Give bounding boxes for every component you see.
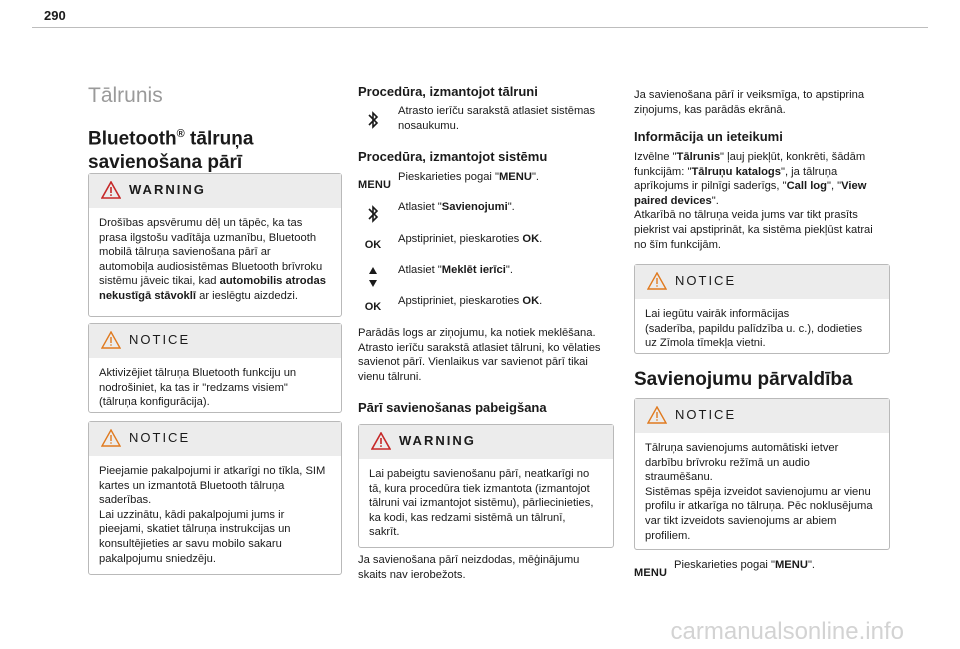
notice-box-profiles — [634, 398, 890, 550]
step-text-bold: OK — [522, 295, 540, 307]
step-text-post: . — [539, 295, 543, 307]
info-text: ", ja tālruņa aprīkojums ir pilnīgi saderīgs, " — [634, 165, 838, 193]
ok-icon: OK — [364, 301, 382, 313]
notice-box-services — [88, 421, 342, 575]
step-text — [398, 232, 542, 247]
step-connections — [358, 200, 618, 226]
warning-triangle-icon — [101, 181, 121, 199]
step-text-pre: Pieskarieties pogai " — [674, 559, 775, 571]
step-text — [398, 170, 539, 185]
step-text-bold: Savienojumi — [441, 201, 508, 213]
step-text-bold: OK — [522, 233, 540, 245]
notice-box-header — [635, 399, 889, 433]
notice-triangle-icon — [101, 429, 121, 447]
notice-body: Aktivizējiet tālruņa Bluetooth funkciju un nodrošiniet, ka tas ir "redzams visiem" (tālruņa konfigurācija). — [99, 367, 297, 409]
notice-body: Pieejamie pakalpojumi ir atkarīgi no tīkla, SIM kartes un izmantotā Bluetooth tālruņa saderības. Lai uzzinātu, kādi pakalpojumi jums ir pieejami, skatiet tālruņa instrukcijas un konsultējieties ar savu mobilo sakaru pakalpojumu sniedzēju. — [99, 465, 326, 565]
menu-icon: MENU — [634, 567, 668, 579]
bluetooth-icon — [358, 110, 388, 133]
warning-box-header — [89, 174, 341, 208]
warning-triangle-icon — [371, 432, 391, 450]
step-text-post: ". — [807, 559, 816, 571]
info-bold-paired-devices: View paired devices — [634, 180, 867, 207]
warning-box-codes — [358, 424, 614, 548]
menu-icon: MENU — [358, 179, 392, 191]
warning-body — [89, 208, 341, 304]
warning-text: Drošības apsvērumu dēļ un tāpēc, ka tas prasa ilgstošu vadītāja uzmanību, Bluetooth mobilā tālruņa savienošana pārī ar automobiļa audiosistēmas Bluetooth brīvroku sistēmu jāveic tikai, kad — [99, 217, 323, 288]
step-confirm-ok-1 — [358, 232, 618, 254]
notice-triangle-icon — [647, 272, 667, 290]
step-text-bold: MENU — [498, 171, 532, 183]
step-text-pre: Apstipriniet, pieskaroties — [398, 295, 523, 307]
step-text-bold: Meklēt ierīci — [441, 264, 506, 276]
info-text: " ļauj piekļūt, konkrēti, šādām funkcijām: " — [634, 151, 866, 178]
registered-mark: ® — [176, 128, 185, 140]
warning-title: WARNING — [399, 433, 476, 448]
ok-icon: OK — [364, 239, 382, 251]
info-text: ". Atkarībā no tālruņa veida jums var tikt prasīts piekrist vai apstiprināt, ka sistēma piekļūst katrai no šīm funkcijām. — [634, 194, 873, 251]
heading-line1: Bluetooth — [88, 128, 177, 150]
step-text — [398, 263, 513, 278]
success-paragraph: Ja savienošana pārī ir veiksmīga, to apstiprina ziņojums, kas parādās ekrānā. — [634, 89, 865, 116]
step-search-device — [358, 263, 618, 291]
heading-info-tips: Informācija un ieteikumi — [634, 129, 783, 144]
warning-box-header — [359, 425, 613, 459]
info-bold-call-log: Call log — [786, 180, 827, 193]
section-title: Tālrunis — [88, 84, 163, 107]
heading-connection-management: Savienojumu pārvaldība — [634, 369, 853, 390]
notice-box-header — [635, 265, 889, 299]
step-text-post: . — [539, 233, 543, 245]
step-confirm-ok-2 — [358, 294, 618, 316]
notice-box-header — [89, 324, 341, 358]
step-text-post: ". — [531, 171, 540, 183]
step-text-pre: Apstipriniet, pieskaroties — [398, 233, 523, 245]
search-paragraph: Parādās logs ar ziņojumu, ka notiek meklēšana. Atrasto ierīču sarakstā atlasiet tālruni, ko vēlaties savienot pārī. Vienlaikus var savienot pārī tikai vienu tālruni. — [358, 327, 601, 383]
step-text-post: ". — [507, 201, 515, 213]
notice-triangle-icon — [101, 331, 121, 349]
notice-title: NOTICE — [129, 430, 191, 445]
warning-text-end: ar ieslēgtu aizdedzi. — [196, 289, 298, 302]
step-text — [398, 294, 542, 309]
step-menu — [358, 170, 618, 190]
footer-watermark: carmanualsonline.info — [670, 618, 904, 645]
heading-finish-pairing: Pārī savienošanas pabeigšana — [358, 400, 547, 415]
info-bold-phone: Tālrunis — [676, 151, 721, 163]
warning-title: WARNING — [129, 182, 206, 197]
up-down-arrows-icon — [358, 265, 388, 292]
heading-bluetooth-pairing — [88, 122, 253, 175]
info-text: ", " — [826, 180, 842, 193]
warning-bold-text: automobilis atrodas nekustīgā stāvoklī — [99, 275, 326, 302]
top-divider — [32, 27, 928, 28]
notice-title: NOTICE — [129, 332, 191, 347]
page-number: 290 — [44, 8, 66, 23]
retry-paragraph: Ja savienošana pārī neizdodas, mēģinājumu skaits nav ierobežots. — [358, 554, 580, 581]
info-paragraph — [634, 150, 914, 252]
step-text-pre: Atlasiet " — [398, 264, 442, 276]
heading-line1b: tālruņa — [184, 128, 254, 150]
step-text-pre: Atlasiet " — [398, 201, 442, 213]
warning-box-safety — [88, 173, 342, 317]
step-phone-select — [358, 104, 618, 136]
notice-title: NOTICE — [675, 407, 737, 422]
notice-title: NOTICE — [675, 273, 737, 288]
step-text-bold: MENU — [774, 559, 808, 571]
heading-line2: savienošana pārī — [88, 152, 243, 174]
bluetooth-icon — [358, 204, 388, 227]
step-text — [398, 200, 515, 215]
info-bold-contacts: Tālruņu katalogs — [691, 165, 781, 178]
notice-box-visibility — [88, 323, 342, 413]
step-text-post: ". — [505, 264, 513, 276]
notice-body: Lai iegūtu vairāk informācijas (saderība, papildu palīdzība u. c.), dodieties uz Zīmola tīmekļa vietni. — [645, 308, 863, 350]
step-text — [674, 558, 815, 573]
notice-box-header — [89, 422, 341, 456]
notice-body: Tālruņa savienojums automātiski ietver darbību brīvroku režīmā un audio straumēšanu. Sistēmas spēja izveidot savienojumu ar vienu profilu ir atkarīga no tālruņa. Pēc noklusējuma var tikt izveidots savienojums ar abiem profiliem. — [645, 442, 873, 542]
heading-system-procedure: Procedūra, izmantojot sistēmu — [358, 149, 548, 164]
warning-body: Lai pabeigtu savienošanu pārī, neatkarīgi no tā, kura procedūra tiek izmantota (izmantojot tālruni vai izmantojot sistēmu), pārliecinieties, ka kodi, kas redzami sistēmā un tālrunī, sakrīt. — [369, 468, 594, 539]
step-menu-final — [634, 558, 904, 578]
notice-triangle-icon — [647, 406, 667, 424]
heading-phone-procedure: Procedūra, izmantojot tālruni — [358, 84, 538, 99]
notice-box-website — [634, 264, 890, 354]
step-text-pre: Pieskarieties pogai " — [398, 171, 499, 183]
info-text: Izvēlne " — [634, 151, 677, 163]
step-text: Atrasto ierīču sarakstā atlasiet sistēmas nosaukumu. — [398, 105, 596, 132]
